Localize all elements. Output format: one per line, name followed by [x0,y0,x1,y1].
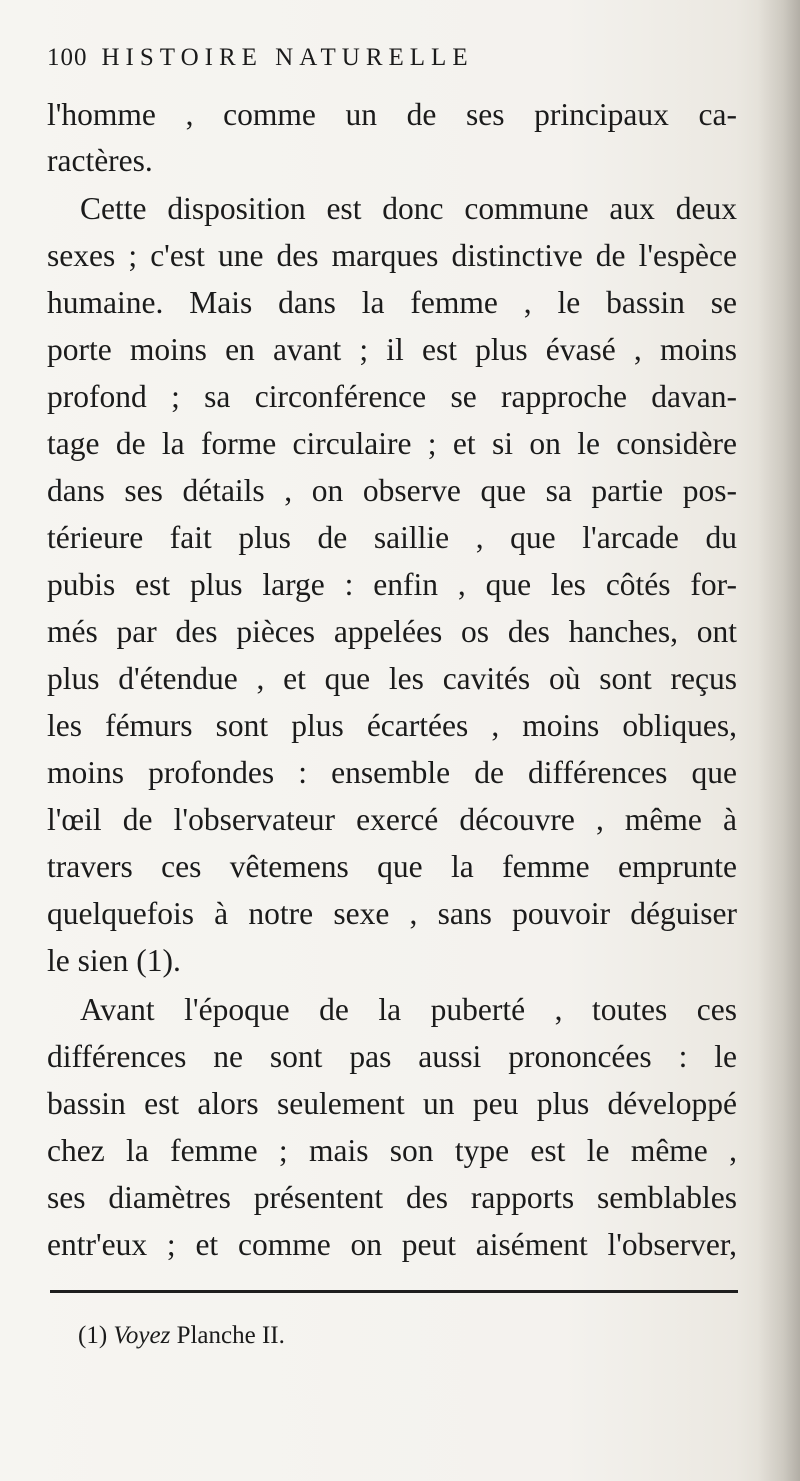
text-line: profond ; sa circonférence se rapproche davan- [47,379,737,414]
text-line: més par des pièces appelées os des hanches, ont [47,614,737,649]
page-number: 100 [47,44,88,71]
text-line: quelquefois à notre sexe , sans pouvoir déguiser [47,896,737,931]
footnote-marker: (1) [78,1322,108,1349]
text-line: dans ses détails , on observe que sa partie pos- [47,473,737,508]
paragraph-first-line: Cette disposition est donc commune aux deux [80,191,737,226]
text-line: plus d'étendue , et que les cavités où sont reçus [47,661,737,696]
footnote-rule [50,1290,738,1293]
text-line: bassin est alors seulement un peu plus développé [47,1086,737,1121]
page-edge-shadow [758,0,800,1481]
footnote [78,1322,285,1350]
text-line: moins profondes : ensemble de différences que [47,755,737,790]
text-line: l'œil de l'observateur exercé découvre , même à [47,802,737,837]
text-line: porte moins en avant ; il est plus évasé , moins [47,332,737,367]
running-header [47,44,737,84]
footnote-italic-word: Voyez [113,1322,171,1349]
text-line: différences ne sont pas aussi prononcées : le [47,1039,737,1074]
text-line: tage de la forme circulaire ; et si on le considère [47,426,737,461]
text-line: l'homme , comme un de ses principaux ca- [47,97,737,132]
text-line: térieure fait plus de saillie , que l'arcade du [47,520,737,555]
text-line: le sien (1). [47,943,181,978]
text-line: les fémurs sont plus écartées , moins obliques, [47,708,737,743]
text-line: ractères. [47,143,153,178]
paragraph-first-line: Avant l'époque de la puberté , toutes ces [80,992,737,1027]
text-line: ses diamètres présentent des rapports semblables [47,1180,737,1215]
text-line: sexes ; c'est une des marques distinctive de l'espèce [47,238,737,273]
running-title: HISTOIRE NATURELLE [101,44,474,71]
text-line: chez la femme ; mais son type est le même , [47,1133,737,1168]
text-line: travers ces vêtemens que la femme emprunte [47,849,737,884]
text-line: humaine. Mais dans la femme , le bassin se [47,285,737,320]
text-line: entr'eux ; et comme on peut aisément l'observer, [47,1227,737,1262]
text-line: pubis est plus large : enfin , que les côtés for- [47,567,737,602]
footnote-text: Planche II. [176,1322,285,1349]
